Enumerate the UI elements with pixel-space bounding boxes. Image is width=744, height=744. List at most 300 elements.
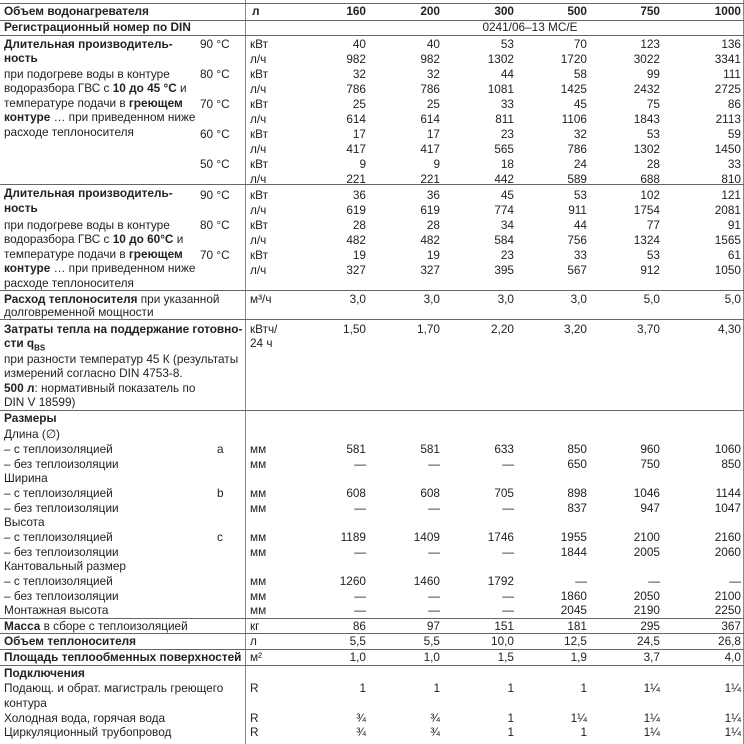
dimension-cell: 608 (420, 486, 440, 500)
standby-cell: 1,70 (417, 322, 440, 336)
connections-title: Подключения (4, 666, 85, 680)
output-lh-cell: 1106 (561, 112, 587, 126)
output-lh-cell: 395 (494, 263, 514, 277)
volume-header-cell: 500 (567, 4, 587, 18)
area-cell: 1,9 (570, 650, 587, 664)
unit-lh: л/ч (250, 82, 267, 96)
flow-temperature-label: 90 °C (200, 188, 230, 202)
output-lh-cell: 614 (420, 112, 440, 126)
unit-lh: л/ч (250, 52, 267, 66)
output-kw-cell: 53 (646, 127, 660, 141)
output-lh-cell: 2081 (714, 203, 741, 217)
volume-header-cell: 160 (346, 4, 366, 18)
output-lh-cell: 912 (640, 263, 660, 277)
connection-cell: 1 (507, 681, 514, 695)
output-lh-cell: 221 (420, 172, 440, 186)
flow-label: долговременной мощности (4, 305, 154, 319)
mount-height-label: Монтажная высота (4, 603, 109, 617)
output-kw-cell: 25 (426, 97, 440, 111)
volume-cell: 5,5 (349, 634, 366, 648)
output-lh-cell: 2432 (633, 82, 660, 96)
output-kw-cell: 28 (426, 218, 440, 232)
output-kw-cell: 44 (500, 67, 514, 81)
continuous-output-title: Длительная производитель- (4, 37, 173, 51)
dimension-unit: мм (250, 545, 267, 559)
volume-header-label: Объем водонагревателя (4, 4, 149, 18)
output-kw-cell: 19 (426, 248, 440, 262)
connection-cell: 1 (580, 725, 587, 739)
volume-label: Объем теплоносителя (4, 634, 137, 648)
output-kw-cell: 45 (573, 97, 587, 111)
output-lh-cell: 442 (494, 172, 514, 186)
area-cell: 1,5 (497, 650, 514, 664)
dimension-cell: 2005 (633, 545, 660, 559)
row-divider (0, 290, 744, 291)
dimension-unit: мм (250, 442, 267, 456)
mass-cell: 367 (721, 619, 741, 633)
output-lh-cell: 1565 (714, 233, 741, 247)
dimension-cell: 581 (420, 442, 440, 456)
dimension-cell: 2100 (714, 589, 741, 603)
tilt-label: Кантовальный размер (4, 559, 126, 573)
output-kw-cell: 70 (573, 37, 587, 51)
dimension-cell: 1860 (560, 589, 587, 603)
output-lh-cell: 1720 (560, 52, 587, 66)
area-cell: 1,0 (423, 650, 440, 664)
output-lh-cell: 810 (721, 172, 741, 186)
dimension-cell: 1060 (714, 442, 741, 456)
dimension-unit: мм (250, 603, 267, 617)
area-cell: 4,0 (724, 650, 741, 664)
output-kw-cell: 59 (727, 127, 741, 141)
mass-cell: 151 (494, 619, 514, 633)
dimension-cell: 2045 (560, 603, 587, 617)
output-lh-cell: 1843 (633, 112, 660, 126)
output-kw-cell: 9 (359, 157, 366, 171)
dimension-cell: 837 (567, 501, 587, 515)
unit-lh: л/ч (250, 112, 267, 126)
connection-cell: 1¼ (643, 725, 660, 739)
flow-cell: 5,0 (724, 292, 741, 306)
output-kw-cell: 77 (646, 218, 660, 232)
dimension-cell: — (354, 501, 366, 515)
dimension-cell: 1144 (715, 486, 741, 500)
dimension-cell: 1046 (633, 486, 660, 500)
connection-cell: 1 (359, 681, 366, 695)
unit-kw: кВт (250, 67, 269, 81)
width-label: Ширина (4, 471, 48, 485)
standby-label: Затраты тепла на поддержание готовно- (4, 322, 243, 336)
output-lh-cell: 756 (567, 233, 587, 247)
output-lh-cell: 327 (420, 263, 440, 277)
output-lh-cell: 786 (346, 82, 366, 96)
dimension-cell: 2160 (714, 530, 741, 544)
standby-description: DIN V 18599) (4, 395, 76, 409)
area-label: Площадь теплообменных поверхностей (4, 650, 242, 664)
output-lh-cell: 2113 (715, 112, 741, 126)
standby-cell: 3,70 (637, 322, 660, 336)
output-lh-cell: 584 (494, 233, 514, 247)
connection-cell: ¾ (430, 725, 440, 739)
output-kw-cell: 28 (352, 218, 366, 232)
without-insulation-label: – без теплоизоляции (4, 545, 119, 559)
flow-cell: 3,0 (570, 292, 587, 306)
dimension-cell: 850 (567, 442, 587, 456)
output-lh-cell: 619 (420, 203, 440, 217)
output-kw-cell: 33 (500, 97, 514, 111)
output-lh-cell: 3022 (633, 52, 660, 66)
output-kw-cell: 53 (646, 248, 660, 262)
mass-label: Масса в сборе с теплоизоляцией (4, 619, 188, 633)
dimension-unit: мм (250, 486, 267, 500)
output-lh-cell: 1324 (633, 233, 660, 247)
connection-cell: 1¼ (643, 681, 660, 695)
unit-kw: кВт (250, 37, 269, 51)
output-kw-cell: 23 (500, 248, 514, 262)
output-kw-cell: 25 (352, 97, 366, 111)
output-lh-cell: 327 (346, 263, 366, 277)
mass-cell: 295 (640, 619, 660, 633)
output-lh-cell: 614 (346, 112, 366, 126)
dimension-cell: — (354, 589, 366, 603)
volume-header-unit: л (252, 4, 260, 18)
output-kw-cell: 44 (573, 218, 587, 232)
dimension-cell: — (428, 457, 440, 471)
area-cell: 3,7 (643, 650, 660, 664)
dimension-cell: 650 (567, 457, 587, 471)
flow-temperature-label: 70 °C (200, 97, 230, 111)
unit-kw: кВт (250, 97, 269, 111)
volume-cell: 26,8 (718, 634, 741, 648)
output-lh-cell: 982 (420, 52, 440, 66)
row-divider (0, 410, 744, 411)
output-lh-cell: 619 (346, 203, 366, 217)
connection-cell: 1¼ (643, 711, 660, 725)
dimension-cell: 1047 (714, 501, 741, 515)
output-lh-cell: 911 (568, 203, 587, 217)
output-kw-cell: 75 (646, 97, 660, 111)
length-label: Длина (∅) (4, 427, 60, 441)
section-description: расходе теплоносителя (4, 125, 134, 139)
water-connection-label: Холодная вода, горячая вода (4, 711, 166, 725)
flow-temperature-label: 70 °C (200, 248, 230, 262)
output-kw-cell: 17 (352, 127, 366, 141)
area-cell: 1,0 (349, 650, 366, 664)
dimension-cell: 850 (721, 457, 741, 471)
output-kw-cell: 32 (352, 67, 366, 81)
output-kw-cell: 45 (500, 188, 514, 202)
dimension-cell: — (428, 589, 440, 603)
dimension-cell: 1792 (487, 574, 514, 588)
volume-header-cell: 750 (640, 4, 660, 18)
flow-cell: 3,0 (423, 292, 440, 306)
output-lh-cell: 482 (420, 233, 440, 247)
output-lh-cell: 786 (567, 142, 587, 156)
height-label: Высота (4, 515, 45, 529)
connection-unit: R (250, 711, 259, 725)
dimension-cell: — (428, 545, 440, 559)
dimension-cell: 581 (346, 442, 366, 456)
output-lh-cell: 1302 (633, 142, 660, 156)
dimension-cell: 1460 (413, 574, 440, 588)
output-lh-cell: 774 (494, 203, 514, 217)
unit-kw: кВт (250, 157, 269, 171)
output-kw-cell: 86 (727, 97, 741, 111)
output-lh-cell: 1450 (714, 142, 741, 156)
dimension-cell: 2060 (714, 545, 741, 559)
section-description: при подогреве воды в контуре (4, 218, 170, 232)
dimension-cell: 960 (640, 442, 660, 456)
row-divider (0, 35, 744, 36)
dimension-cell: — (502, 589, 514, 603)
dimension-cell: 633 (494, 442, 514, 456)
output-lh-cell: 982 (346, 52, 366, 66)
dimension-cell: — (575, 574, 587, 588)
output-lh-cell: 567 (567, 263, 587, 277)
unit-lh: л/ч (250, 142, 267, 156)
output-kw-cell: 32 (426, 67, 440, 81)
output-kw-cell: 91 (727, 218, 741, 232)
output-lh-cell: 417 (420, 142, 440, 156)
row-divider (0, 319, 744, 320)
mass-cell: 86 (352, 619, 366, 633)
flow-cell: 5,0 (643, 292, 660, 306)
output-kw-cell: 121 (721, 188, 741, 202)
connection-unit: R (250, 725, 259, 739)
output-lh-cell: 811 (495, 112, 514, 126)
output-kw-cell: 40 (352, 37, 366, 51)
mass-cell: 181 (567, 619, 587, 633)
output-kw-cell: 136 (721, 37, 741, 51)
dimension-cell: — (354, 603, 366, 617)
output-kw-cell: 33 (727, 157, 741, 171)
output-lh-cell: 1425 (560, 82, 587, 96)
connection-cell: 1¼ (570, 711, 587, 725)
output-kw-cell: 53 (500, 37, 514, 51)
standby-description: при разности температур 45 К (результаты (4, 352, 239, 366)
dimension-unit: мм (250, 501, 267, 515)
flow-cell: 3,0 (497, 292, 514, 306)
output-kw-cell: 33 (573, 248, 587, 262)
continuous-output-title: Длительная производитель- (4, 186, 173, 200)
dimension-cell: 2100 (633, 530, 660, 544)
with-insulation-label: – с теплоизоляцией (4, 486, 113, 500)
without-insulation-label: – без теплоизоляции (4, 589, 119, 603)
section-description: при подогреве воды в контуре (4, 67, 170, 81)
dimension-cell: — (648, 574, 660, 588)
output-kw-cell: 32 (573, 127, 587, 141)
area-unit: м² (250, 650, 263, 664)
width-letter: b (217, 486, 224, 500)
output-kw-cell: 17 (426, 127, 440, 141)
dimension-cell: 2050 (633, 589, 660, 603)
output-kw-cell: 28 (646, 157, 660, 171)
dimension-unit: мм (250, 530, 267, 544)
volume-cell: 24,5 (637, 634, 660, 648)
flow-label: Расход теплоносителя при указанной (4, 292, 220, 306)
with-insulation-label: – с теплоизоляцией (4, 530, 113, 544)
section-description: водоразбора ГВС с 10 до 45 °C и (4, 81, 187, 95)
output-kw-cell: 36 (426, 188, 440, 202)
output-lh-cell: 589 (567, 172, 587, 186)
connection-cell: ¾ (356, 711, 366, 725)
output-kw-cell: 53 (573, 188, 587, 202)
output-kw-cell: 34 (500, 218, 514, 232)
without-insulation-label: – без теплоизоляции (4, 457, 119, 471)
dimension-cell: 1746 (487, 530, 514, 544)
with-insulation-label: – с теплоизоляцией (4, 574, 113, 588)
unit-lh: л/ч (250, 203, 267, 217)
dimension-cell: 1189 (340, 530, 366, 544)
standby-description: измерений согласно DIN 4753-8. (4, 366, 183, 380)
output-lh-cell: 482 (346, 233, 366, 247)
section-description: контуре … при приведенном ниже (4, 110, 196, 124)
output-kw-cell: 61 (727, 248, 741, 262)
flow-unit: м³/ч (250, 292, 272, 306)
connection-cell: 1¼ (724, 725, 741, 739)
section-description: температуре подачи в греющем (4, 96, 183, 110)
dimension-cell: — (428, 603, 440, 617)
output-kw-cell: 24 (573, 157, 587, 171)
dimension-cell: 750 (640, 457, 660, 471)
heating-connection-label: Подающ. и обрат. магистраль греющего (4, 681, 224, 695)
flow-temperature-label: 80 °C (200, 67, 230, 81)
registration-value: 0241/06–13 MC/E (482, 20, 578, 34)
mass-cell: 97 (426, 619, 440, 633)
volume-cell: 12,5 (564, 634, 587, 648)
dimension-cell: 705 (494, 486, 514, 500)
output-lh-cell: 221 (346, 172, 366, 186)
row-divider (0, 665, 744, 666)
standby-unit: 24 ч (250, 336, 273, 350)
registration-label: Регистрационный номер по DIN (4, 20, 191, 34)
output-lh-cell: 688 (640, 172, 660, 186)
dimension-unit: мм (250, 589, 267, 603)
dimension-cell: 2190 (633, 603, 660, 617)
output-kw-cell: 58 (573, 67, 587, 81)
dimension-cell: — (502, 457, 514, 471)
connection-cell: 1 (507, 711, 514, 725)
output-kw-cell: 123 (640, 37, 660, 51)
connection-cell: 1 (507, 725, 514, 739)
dimension-cell: 947 (640, 501, 660, 515)
dimension-unit: мм (250, 457, 267, 471)
section-description: водоразбора ГВС с 10 до 60°C и (4, 232, 184, 246)
dimension-cell: 1260 (339, 574, 366, 588)
output-kw-cell: 19 (352, 248, 366, 262)
output-kw-cell: 111 (723, 67, 741, 81)
standby-unit: кВтч/ (250, 322, 278, 336)
dimension-cell: — (502, 545, 514, 559)
height-letter: c (217, 530, 223, 544)
dimension-cell: — (729, 574, 741, 588)
dimension-cell: 1955 (560, 530, 587, 544)
flow-temperature-label: 90 °C (200, 37, 230, 51)
dimension-cell: — (428, 501, 440, 515)
output-kw-cell: 36 (352, 188, 366, 202)
dimension-cell: 2250 (714, 603, 741, 617)
flow-cell: 3,0 (349, 292, 366, 306)
unit-lh: л/ч (250, 233, 267, 247)
output-kw-cell: 99 (646, 67, 660, 81)
dimension-cell: — (354, 545, 366, 559)
volume-cell: 5,5 (423, 634, 440, 648)
connection-cell: ¾ (356, 725, 366, 739)
standby-description: 500 л: нормативный показатель по (4, 381, 196, 395)
continuous-output-title: ность (4, 201, 38, 215)
connection-cell: 1 (433, 681, 440, 695)
volume-header-cell: 200 (420, 4, 440, 18)
dimension-cell: 1844 (560, 545, 587, 559)
output-lh-cell: 786 (420, 82, 440, 96)
output-lh-cell: 1050 (714, 263, 741, 277)
dimension-cell: — (502, 501, 514, 515)
dimension-unit: мм (250, 574, 267, 588)
unit-kw: кВт (250, 127, 269, 141)
connection-cell: ¾ (430, 711, 440, 725)
dimension-cell: 898 (567, 486, 587, 500)
flow-temperature-label: 50 °C (200, 157, 230, 171)
with-insulation-label: – с теплоизоляцией (4, 442, 113, 456)
unit-lh: л/ч (250, 263, 267, 277)
without-insulation-label: – без теплоизоляции (4, 501, 119, 515)
output-kw-cell: 40 (426, 37, 440, 51)
output-lh-cell: 1081 (487, 82, 514, 96)
standby-cell: 3,20 (564, 322, 587, 336)
heating-connection-label: контура (4, 696, 47, 710)
output-kw-cell: 23 (500, 127, 514, 141)
volume-header-cell: 300 (494, 4, 514, 18)
output-kw-cell: 102 (640, 188, 660, 202)
length-letter: a (217, 442, 224, 456)
standby-cell: 4,30 (718, 322, 741, 336)
dimension-cell: 1409 (413, 530, 440, 544)
dimension-cell: — (354, 457, 366, 471)
output-lh-cell: 1754 (633, 203, 660, 217)
volume-cell: 10,0 (491, 634, 514, 648)
connection-cell: 1¼ (724, 711, 741, 725)
dimension-cell: 608 (346, 486, 366, 500)
dimensions-title: Размеры (4, 411, 57, 425)
standby-cell: 1,50 (343, 322, 366, 336)
output-lh-cell: 2725 (714, 82, 741, 96)
circulation-connection-label: Циркуляционный трубопровод (4, 725, 172, 739)
standby-label: сти $q_{BS}$ (4, 336, 46, 353)
unit-kw: кВт (250, 218, 269, 232)
flow-temperature-label: 80 °C (200, 218, 230, 232)
output-kw-cell: 9 (433, 157, 440, 171)
section-description: контуре … при приведенном ниже (4, 261, 196, 275)
output-lh-cell: 417 (346, 142, 366, 156)
volume-unit: л (250, 634, 257, 648)
unit-lh: л/ч (250, 172, 267, 186)
connection-unit: R (250, 681, 259, 695)
connection-cell: 1¼ (724, 681, 741, 695)
connection-cell: 1 (580, 681, 587, 695)
volume-header-cell: 1000 (714, 4, 741, 18)
mass-unit: кг (250, 619, 260, 633)
output-kw-cell: 18 (500, 157, 514, 171)
continuous-output-title: ность (4, 51, 38, 65)
dimension-cell: — (502, 603, 514, 617)
output-lh-cell: 565 (494, 142, 514, 156)
flow-temperature-label: 60 °C (200, 127, 230, 141)
section-description: расходе теплоносителя (4, 276, 134, 290)
unit-kw: кВт (250, 248, 269, 262)
section-description: температуре подачи в греющем (4, 247, 183, 261)
standby-cell: 2,20 (491, 322, 514, 336)
unit-kw: кВт (250, 188, 269, 202)
